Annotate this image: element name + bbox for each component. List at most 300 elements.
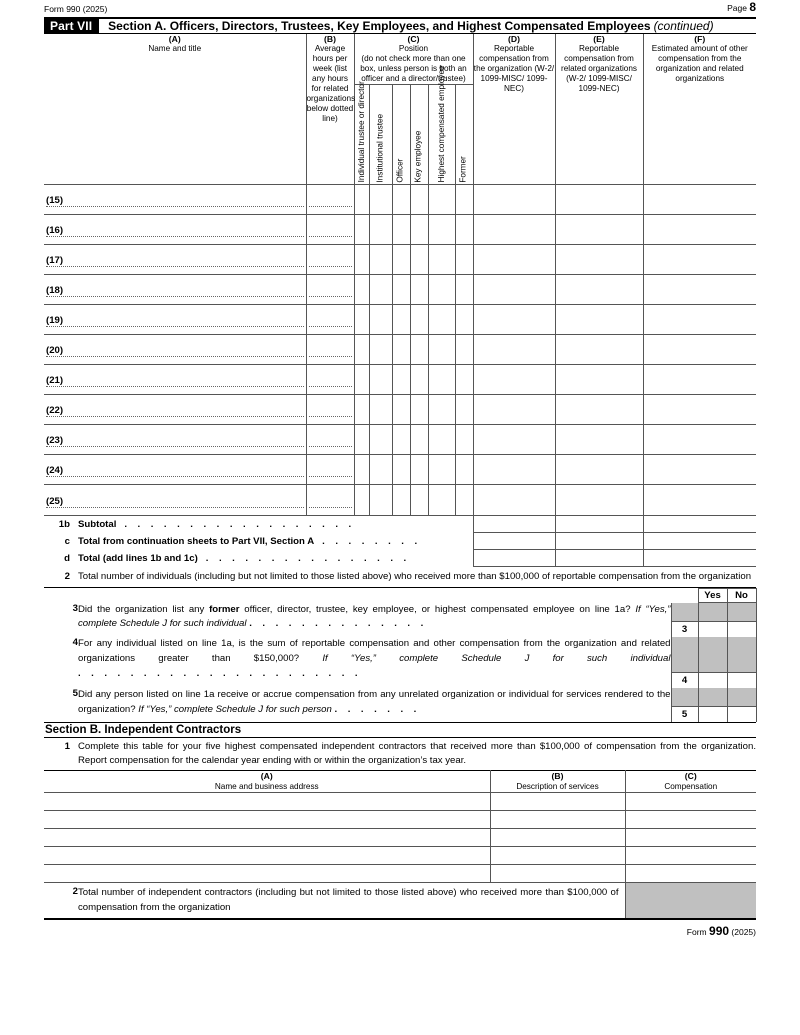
row-dotted-leader bbox=[46, 236, 304, 237]
subtotal-table bbox=[44, 515, 756, 568]
position-checkbox-highest-compensated[interactable] bbox=[428, 455, 455, 485]
row-dotted-leader bbox=[46, 416, 304, 417]
page-word: Page bbox=[727, 3, 747, 13]
row-dotted-leader bbox=[309, 416, 352, 417]
subtotal-label: Total from continuation sheets to Part VII, Section A bbox=[78, 535, 315, 547]
col-e-header bbox=[555, 34, 643, 185]
row-dotted-leader bbox=[309, 356, 352, 357]
row-dotted-leader bbox=[309, 206, 352, 207]
position-checkbox-institutional-trustee[interactable] bbox=[369, 395, 392, 425]
page-number-label bbox=[727, 0, 756, 14]
compensation-cell-f[interactable] bbox=[643, 425, 756, 455]
officers-table bbox=[44, 34, 756, 515]
question-box-number bbox=[671, 603, 698, 638]
contractor-compensation-cell[interactable] bbox=[625, 865, 756, 883]
compensation-cell-f[interactable] bbox=[643, 365, 756, 395]
compensation-cell-d[interactable] bbox=[473, 215, 555, 245]
position-checkbox-officer[interactable] bbox=[392, 275, 410, 305]
contractor-col-a-text: Name and business address bbox=[214, 781, 319, 791]
position-label-institutional-trustee: Institutional trustee bbox=[375, 113, 385, 183]
position-checkbox-highest-compensated[interactable] bbox=[428, 245, 455, 275]
contractor-row[interactable] bbox=[44, 793, 756, 811]
position-checkbox-individual-trustee[interactable] bbox=[354, 365, 369, 395]
contractor-col-c-text: Compensation bbox=[664, 781, 718, 791]
position-checkbox-highest-compensated[interactable] bbox=[428, 365, 455, 395]
col-f-text: Estimated amount of other compensation from the organization and related organizations bbox=[651, 44, 748, 84]
position-checkbox-officer[interactable] bbox=[392, 305, 410, 335]
position-checkbox-institutional-trustee[interactable] bbox=[369, 365, 392, 395]
position-checkbox-former[interactable] bbox=[455, 455, 473, 485]
position-checkbox-former[interactable] bbox=[455, 425, 473, 455]
position-checkbox-individual-trustee[interactable] bbox=[354, 245, 369, 275]
compensation-cell-f[interactable] bbox=[643, 485, 756, 515]
shaded-filler bbox=[672, 637, 698, 672]
footer-form-number: 990 bbox=[709, 924, 730, 939]
compensation-cell-f[interactable] bbox=[643, 185, 756, 215]
contractor-col-a-letter: (A) bbox=[260, 771, 273, 782]
row-number: (18) bbox=[46, 285, 64, 297]
position-checkbox-officer[interactable] bbox=[392, 185, 410, 215]
row-dotted-leader bbox=[309, 326, 352, 327]
average-hours-cell[interactable] bbox=[306, 335, 354, 365]
position-checkbox-key-employee[interactable] bbox=[410, 395, 428, 425]
position-checkbox-institutional-trustee[interactable] bbox=[369, 455, 392, 485]
question-number: 4 bbox=[72, 637, 78, 649]
position-checkbox-former[interactable] bbox=[455, 485, 473, 515]
position-label-former: Former bbox=[458, 156, 468, 183]
officer-name-cell[interactable] bbox=[44, 215, 306, 245]
row-dotted-leader bbox=[46, 446, 304, 447]
contractor-row[interactable] bbox=[44, 829, 756, 847]
position-checkbox-former[interactable] bbox=[455, 245, 473, 275]
contractor-name-address-cell[interactable] bbox=[44, 847, 490, 865]
position-checkbox-key-employee[interactable] bbox=[410, 425, 428, 455]
row-dotted-leader bbox=[46, 356, 304, 357]
position-checkbox-institutional-trustee[interactable] bbox=[369, 335, 392, 365]
contractor-description-cell[interactable] bbox=[490, 865, 625, 883]
row-dotted-leader bbox=[309, 266, 352, 267]
contractor-row[interactable] bbox=[44, 865, 756, 883]
subtotal-index: d bbox=[64, 552, 70, 564]
answer-no-cell[interactable] bbox=[727, 637, 756, 688]
col-a-text: Name and title bbox=[148, 44, 202, 54]
no-checkbox-area[interactable] bbox=[728, 706, 756, 722]
average-hours-cell[interactable] bbox=[306, 305, 354, 335]
row-dotted-leader bbox=[309, 386, 352, 387]
position-checkbox-individual-trustee[interactable] bbox=[354, 455, 369, 485]
col-c-note: (do not check more than one box, unless person is both an officer and a director/trustee) bbox=[360, 54, 467, 84]
compensation-cell-e[interactable] bbox=[555, 335, 643, 365]
contractor-row[interactable] bbox=[44, 847, 756, 865]
question-index-label: 3 bbox=[672, 621, 698, 637]
compensation-cell-e[interactable] bbox=[555, 215, 643, 245]
contractor-row[interactable] bbox=[44, 811, 756, 829]
average-hours-cell[interactable] bbox=[306, 395, 354, 425]
average-hours-cell[interactable] bbox=[306, 245, 354, 275]
table-row[interactable] bbox=[44, 365, 756, 395]
subtotal-row bbox=[44, 533, 756, 550]
position-checkbox-former[interactable] bbox=[455, 365, 473, 395]
contractor-col-c-letter: (C) bbox=[684, 771, 697, 782]
position-col-former bbox=[455, 85, 473, 185]
row-number: (22) bbox=[46, 405, 64, 417]
position-checkbox-officer[interactable] bbox=[392, 455, 410, 485]
answer-yes-cell[interactable] bbox=[698, 637, 727, 688]
part-vii-header-bar bbox=[44, 17, 756, 34]
subtotal-amount-f[interactable] bbox=[643, 550, 756, 567]
question-text: Did the organization list any former officer, director, trustee, key employee, or highest compensated employee on line 1a? If “Yes,” complete Schedule J for such individual . . . . . . . . . . . . . . bbox=[78, 603, 671, 630]
compensation-cell-d[interactable] bbox=[473, 335, 555, 365]
page-top-line bbox=[44, 0, 756, 17]
page-footer bbox=[44, 920, 756, 938]
compensation-cell-e[interactable] bbox=[555, 365, 643, 395]
question-index-label: 4 bbox=[672, 672, 698, 688]
row-dotted-leader bbox=[309, 446, 352, 447]
compensation-cell-f[interactable] bbox=[643, 335, 756, 365]
compensation-cell-f[interactable] bbox=[643, 455, 756, 485]
compensation-cell-d[interactable] bbox=[473, 425, 555, 455]
compensation-cell-d[interactable] bbox=[473, 365, 555, 395]
subtotal-amount-f[interactable] bbox=[643, 533, 756, 550]
subtotal-amount-e[interactable] bbox=[555, 533, 643, 550]
contractor-compensation-cell[interactable] bbox=[625, 847, 756, 865]
row-dotted-leader bbox=[309, 236, 352, 237]
answer-yes-cell[interactable] bbox=[698, 688, 727, 722]
col-a-header bbox=[44, 34, 306, 185]
subtotal-amount-d[interactable] bbox=[473, 515, 555, 533]
contractor-col-c-header bbox=[625, 771, 756, 793]
position-checkbox-individual-trustee[interactable] bbox=[354, 305, 369, 335]
position-checkbox-highest-compensated[interactable] bbox=[428, 275, 455, 305]
compensation-cell-f[interactable] bbox=[643, 275, 756, 305]
shaded-filler bbox=[672, 688, 698, 706]
question-number: 5 bbox=[72, 688, 78, 700]
row-dotted-leader bbox=[46, 386, 304, 387]
subtotal-label: Total (add lines 1b and 1c) bbox=[78, 552, 198, 564]
position-checkbox-highest-compensated[interactable] bbox=[428, 215, 455, 245]
position-checkbox-former[interactable] bbox=[455, 275, 473, 305]
section-b-line-1 bbox=[44, 738, 756, 770]
question-box-number bbox=[671, 688, 698, 722]
table-row[interactable] bbox=[44, 185, 756, 215]
position-checkbox-institutional-trustee[interactable] bbox=[369, 305, 392, 335]
position-checkbox-key-employee[interactable] bbox=[410, 215, 428, 245]
table-row[interactable] bbox=[44, 395, 756, 425]
col-c-text: Position bbox=[398, 44, 429, 54]
contractors-table bbox=[44, 770, 756, 883]
position-checkbox-institutional-trustee[interactable] bbox=[369, 215, 392, 245]
subtotal-label-cell bbox=[44, 550, 473, 567]
leader-dots: . . . . . . . . . . . . . . . . . . bbox=[124, 518, 362, 530]
yes-column-header: Yes bbox=[698, 589, 727, 603]
contractor-name-address-cell[interactable] bbox=[44, 829, 490, 847]
compensation-cell-f[interactable] bbox=[643, 305, 756, 335]
compensation-cell-e[interactable] bbox=[555, 275, 643, 305]
position-checkbox-key-employee[interactable] bbox=[410, 305, 428, 335]
table-row[interactable] bbox=[44, 425, 756, 455]
position-checkbox-former[interactable] bbox=[455, 215, 473, 245]
position-checkbox-officer[interactable] bbox=[392, 245, 410, 275]
row-number: (20) bbox=[46, 345, 64, 357]
position-checkbox-highest-compensated[interactable] bbox=[428, 305, 455, 335]
position-checkbox-institutional-trustee[interactable] bbox=[369, 425, 392, 455]
col-f-header bbox=[643, 34, 756, 185]
contractor-name-address-cell[interactable] bbox=[44, 811, 490, 829]
compensation-cell-d[interactable] bbox=[473, 395, 555, 425]
position-checkbox-individual-trustee[interactable] bbox=[354, 425, 369, 455]
subtotal-amount-e[interactable] bbox=[555, 515, 643, 533]
contractor-col-b-letter: (B) bbox=[551, 771, 564, 782]
section-b-line-2-number: 2 bbox=[72, 886, 78, 898]
position-checkbox-individual-trustee[interactable] bbox=[354, 335, 369, 365]
position-checkbox-officer[interactable] bbox=[392, 215, 410, 245]
col-c-letter: (C) bbox=[407, 34, 420, 44]
compensation-cell-e[interactable] bbox=[555, 395, 643, 425]
position-checkbox-institutional-trustee[interactable] bbox=[369, 245, 392, 275]
position-checkbox-individual-trustee[interactable] bbox=[354, 185, 369, 215]
compensation-cell-e[interactable] bbox=[555, 455, 643, 485]
question-row bbox=[44, 603, 756, 638]
officer-name-cell[interactable] bbox=[44, 305, 306, 335]
contractor-compensation-cell[interactable] bbox=[625, 829, 756, 847]
yes-checkbox-area[interactable] bbox=[699, 621, 727, 637]
contractor-col-a-header bbox=[44, 771, 490, 793]
leader-dots: . . . . . . . . . . . . . . . . bbox=[205, 552, 417, 564]
contractor-compensation-cell[interactable] bbox=[625, 793, 756, 811]
compensation-cell-d[interactable] bbox=[473, 485, 555, 515]
question-index-label: 5 bbox=[672, 706, 698, 722]
row-number: (24) bbox=[46, 465, 64, 477]
contractor-description-cell[interactable] bbox=[490, 847, 625, 865]
contractor-name-address-cell[interactable] bbox=[44, 793, 490, 811]
position-checkbox-key-employee[interactable] bbox=[410, 245, 428, 275]
question-row bbox=[44, 688, 756, 722]
average-hours-cell[interactable] bbox=[306, 215, 354, 245]
subtotal-index: 1b bbox=[58, 518, 70, 530]
no-checkbox-area[interactable] bbox=[728, 621, 756, 637]
position-checkbox-key-employee[interactable] bbox=[410, 275, 428, 305]
row-number: (16) bbox=[46, 225, 64, 237]
compensation-cell-f[interactable] bbox=[643, 245, 756, 275]
officer-name-cell[interactable] bbox=[44, 335, 306, 365]
compensation-cell-f[interactable] bbox=[643, 215, 756, 245]
compensation-cell-e[interactable] bbox=[555, 245, 643, 275]
officer-name-cell[interactable] bbox=[44, 245, 306, 275]
position-checkbox-key-employee[interactable] bbox=[410, 365, 428, 395]
position-checkbox-former[interactable] bbox=[455, 395, 473, 425]
shaded-filler bbox=[699, 603, 727, 621]
subtotal-label: Subtotal bbox=[78, 518, 117, 530]
position-checkbox-institutional-trustee[interactable] bbox=[369, 275, 392, 305]
position-checkbox-key-employee[interactable] bbox=[410, 485, 428, 515]
section-b-line-1-number: 1 bbox=[64, 741, 70, 753]
col-d-text: Reportable compensation from the organization (W-2/ 1099-MISC/ 1099-NEC) bbox=[473, 44, 555, 94]
average-hours-cell[interactable] bbox=[306, 455, 354, 485]
row-number: (25) bbox=[46, 495, 64, 507]
table-header-row-top bbox=[44, 34, 756, 85]
table-row[interactable] bbox=[44, 275, 756, 305]
part-title bbox=[99, 19, 713, 33]
yes-checkbox-area[interactable] bbox=[699, 672, 727, 688]
officer-name-cell[interactable] bbox=[44, 395, 306, 425]
position-checkbox-officer[interactable] bbox=[392, 365, 410, 395]
position-checkbox-officer[interactable] bbox=[392, 335, 410, 365]
col-b-text: Average hours per week (list any hours for related organizations below dotted line) bbox=[306, 44, 356, 124]
average-hours-cell[interactable] bbox=[306, 425, 354, 455]
table-row[interactable] bbox=[44, 305, 756, 335]
line-2-text: Total number of individuals (including but not limited to those listed above) who received more than $100,000 of reportable compensation from the organization bbox=[78, 571, 752, 583]
officer-name-cell[interactable] bbox=[44, 185, 306, 215]
compensation-cell-e[interactable] bbox=[555, 185, 643, 215]
position-checkbox-institutional-trustee[interactable] bbox=[369, 185, 392, 215]
position-checkbox-individual-trustee[interactable] bbox=[354, 215, 369, 245]
questions-table bbox=[44, 588, 757, 722]
yes-no-head-row bbox=[44, 589, 756, 603]
leader-dots: . . . . . . . . bbox=[322, 535, 428, 547]
officer-name-cell[interactable] bbox=[44, 425, 306, 455]
position-checkbox-former[interactable] bbox=[455, 185, 473, 215]
compensation-cell-e[interactable] bbox=[555, 485, 643, 515]
shaded-filler bbox=[699, 688, 727, 706]
officer-name-cell[interactable] bbox=[44, 455, 306, 485]
compensation-cell-d[interactable] bbox=[473, 185, 555, 215]
part-badge: Part VII bbox=[44, 19, 99, 33]
shaded-filler bbox=[728, 637, 756, 672]
position-col-highest-compensated bbox=[428, 65, 455, 185]
col-d-letter: (D) bbox=[508, 34, 520, 44]
contractor-description-cell[interactable] bbox=[490, 793, 625, 811]
table-row[interactable] bbox=[44, 485, 756, 515]
contractor-description-cell[interactable] bbox=[490, 829, 625, 847]
form-version-label: Form 990 (2025) bbox=[44, 4, 108, 14]
position-checkbox-highest-compensated[interactable] bbox=[428, 425, 455, 455]
position-checkbox-key-employee[interactable] bbox=[410, 335, 428, 365]
col-e-text: Reportable compensation from related organizations (W-2/ 1099-MISC/ 1099-NEC) bbox=[560, 44, 637, 94]
form-page bbox=[44, 0, 756, 938]
compensation-cell-d[interactable] bbox=[473, 455, 555, 485]
part-title-continued: (continued) bbox=[653, 19, 714, 33]
position-checkbox-highest-compensated[interactable] bbox=[428, 185, 455, 215]
compensation-cell-e[interactable] bbox=[555, 425, 643, 455]
officer-name-cell[interactable] bbox=[44, 485, 306, 515]
subtotal-index: c bbox=[64, 535, 70, 547]
subtotal-amount-d[interactable] bbox=[473, 533, 555, 550]
col-c-header bbox=[354, 34, 473, 85]
position-checkbox-highest-compensated[interactable] bbox=[428, 335, 455, 365]
footer-form-word: Form bbox=[686, 927, 707, 938]
answer-yes-cell[interactable] bbox=[698, 603, 727, 638]
table-row[interactable] bbox=[44, 245, 756, 275]
line-2-block bbox=[44, 567, 756, 588]
position-checkbox-key-employee[interactable] bbox=[410, 185, 428, 215]
position-label-highest-compensated: Highest compensated employee bbox=[436, 65, 446, 183]
position-checkbox-former[interactable] bbox=[455, 335, 473, 365]
table-row[interactable] bbox=[44, 455, 756, 485]
col-e-letter: (E) bbox=[593, 34, 605, 44]
row-number: (17) bbox=[46, 255, 64, 267]
position-checkbox-institutional-trustee[interactable] bbox=[369, 485, 392, 515]
average-hours-cell[interactable] bbox=[306, 185, 354, 215]
row-number: (19) bbox=[46, 315, 64, 327]
no-column-header: No bbox=[727, 589, 756, 603]
position-col-individual-trustee bbox=[354, 81, 369, 185]
subtotal-amount-d[interactable] bbox=[473, 550, 555, 567]
row-dotted-leader bbox=[46, 266, 304, 267]
shaded-filler bbox=[672, 603, 698, 621]
compensation-cell-d[interactable] bbox=[473, 245, 555, 275]
table-row[interactable] bbox=[44, 215, 756, 245]
row-dotted-leader bbox=[309, 296, 352, 297]
row-number: (21) bbox=[46, 375, 64, 387]
subtotal-amount-f[interactable] bbox=[643, 515, 756, 533]
contractor-compensation-cell[interactable] bbox=[625, 811, 756, 829]
section-b-heading: Section B. Independent Contractors bbox=[44, 722, 756, 738]
contractor-col-b-text: Description of services bbox=[516, 781, 599, 791]
shaded-filler bbox=[728, 688, 756, 706]
subtotal-row bbox=[44, 550, 756, 567]
answer-no-cell[interactable] bbox=[727, 688, 756, 722]
question-row bbox=[44, 637, 756, 688]
contractor-name-address-cell[interactable] bbox=[44, 865, 490, 883]
table-row[interactable] bbox=[44, 335, 756, 365]
compensation-cell-d[interactable] bbox=[473, 305, 555, 335]
section-b-line-2-row bbox=[44, 883, 756, 919]
position-checkbox-former[interactable] bbox=[455, 305, 473, 335]
position-checkbox-individual-trustee[interactable] bbox=[354, 275, 369, 305]
shaded-filler bbox=[699, 637, 727, 672]
compensation-cell-f[interactable] bbox=[643, 395, 756, 425]
compensation-cell-e[interactable] bbox=[555, 305, 643, 335]
compensation-cell-d[interactable] bbox=[473, 275, 555, 305]
position-col-institutional-trustee bbox=[369, 85, 392, 185]
average-hours-cell[interactable] bbox=[306, 275, 354, 305]
col-b-letter: (B) bbox=[324, 34, 336, 44]
officer-name-cell[interactable] bbox=[44, 365, 306, 395]
row-number: (23) bbox=[46, 435, 64, 447]
position-checkbox-individual-trustee[interactable] bbox=[354, 395, 369, 425]
position-checkbox-highest-compensated[interactable] bbox=[428, 485, 455, 515]
section-b-line-2-answer-cell[interactable] bbox=[625, 883, 756, 919]
col-b-header bbox=[306, 34, 354, 185]
page-number: 8 bbox=[749, 0, 756, 14]
position-label-key-employee: Key employee bbox=[413, 130, 423, 183]
line-2-number: 2 bbox=[64, 571, 70, 583]
no-checkbox-area[interactable] bbox=[728, 672, 756, 688]
position-checkbox-individual-trustee[interactable] bbox=[354, 485, 369, 515]
row-dotted-leader bbox=[46, 206, 304, 207]
position-checkbox-officer[interactable] bbox=[392, 485, 410, 515]
col-f-letter: (F) bbox=[694, 34, 706, 44]
position-checkbox-highest-compensated[interactable] bbox=[428, 395, 455, 425]
average-hours-cell[interactable] bbox=[306, 485, 354, 515]
answer-no-cell[interactable] bbox=[727, 603, 756, 638]
subtotal-amount-e[interactable] bbox=[555, 550, 643, 567]
question-box-number bbox=[671, 637, 698, 688]
position-checkbox-key-employee[interactable] bbox=[410, 455, 428, 485]
question-text: For any individual listed on line 1a, is the sum of reportable compensation and other compensation from the organization and related organizations greater than $150,000? If “Yes,” complete Schedule J for such individual . . . . . . . . . . . . . . . . . . . . . . bbox=[78, 638, 671, 679]
position-checkbox-officer[interactable] bbox=[392, 395, 410, 425]
section-b-line-2-text: Total number of independent contractors (including but not limited to those listed above) who received more than $100,000 of compensation from the organization bbox=[78, 883, 625, 919]
yes-checkbox-area[interactable] bbox=[699, 706, 727, 722]
subtotal-label-cell bbox=[44, 533, 473, 550]
row-dotted-leader bbox=[46, 296, 304, 297]
average-hours-cell[interactable] bbox=[306, 365, 354, 395]
contractor-description-cell[interactable] bbox=[490, 811, 625, 829]
position-label-individual-trustee: Individual trustee or director bbox=[356, 81, 366, 183]
row-dotted-leader bbox=[46, 326, 304, 327]
officer-name-cell[interactable] bbox=[44, 275, 306, 305]
position-checkbox-officer[interactable] bbox=[392, 425, 410, 455]
